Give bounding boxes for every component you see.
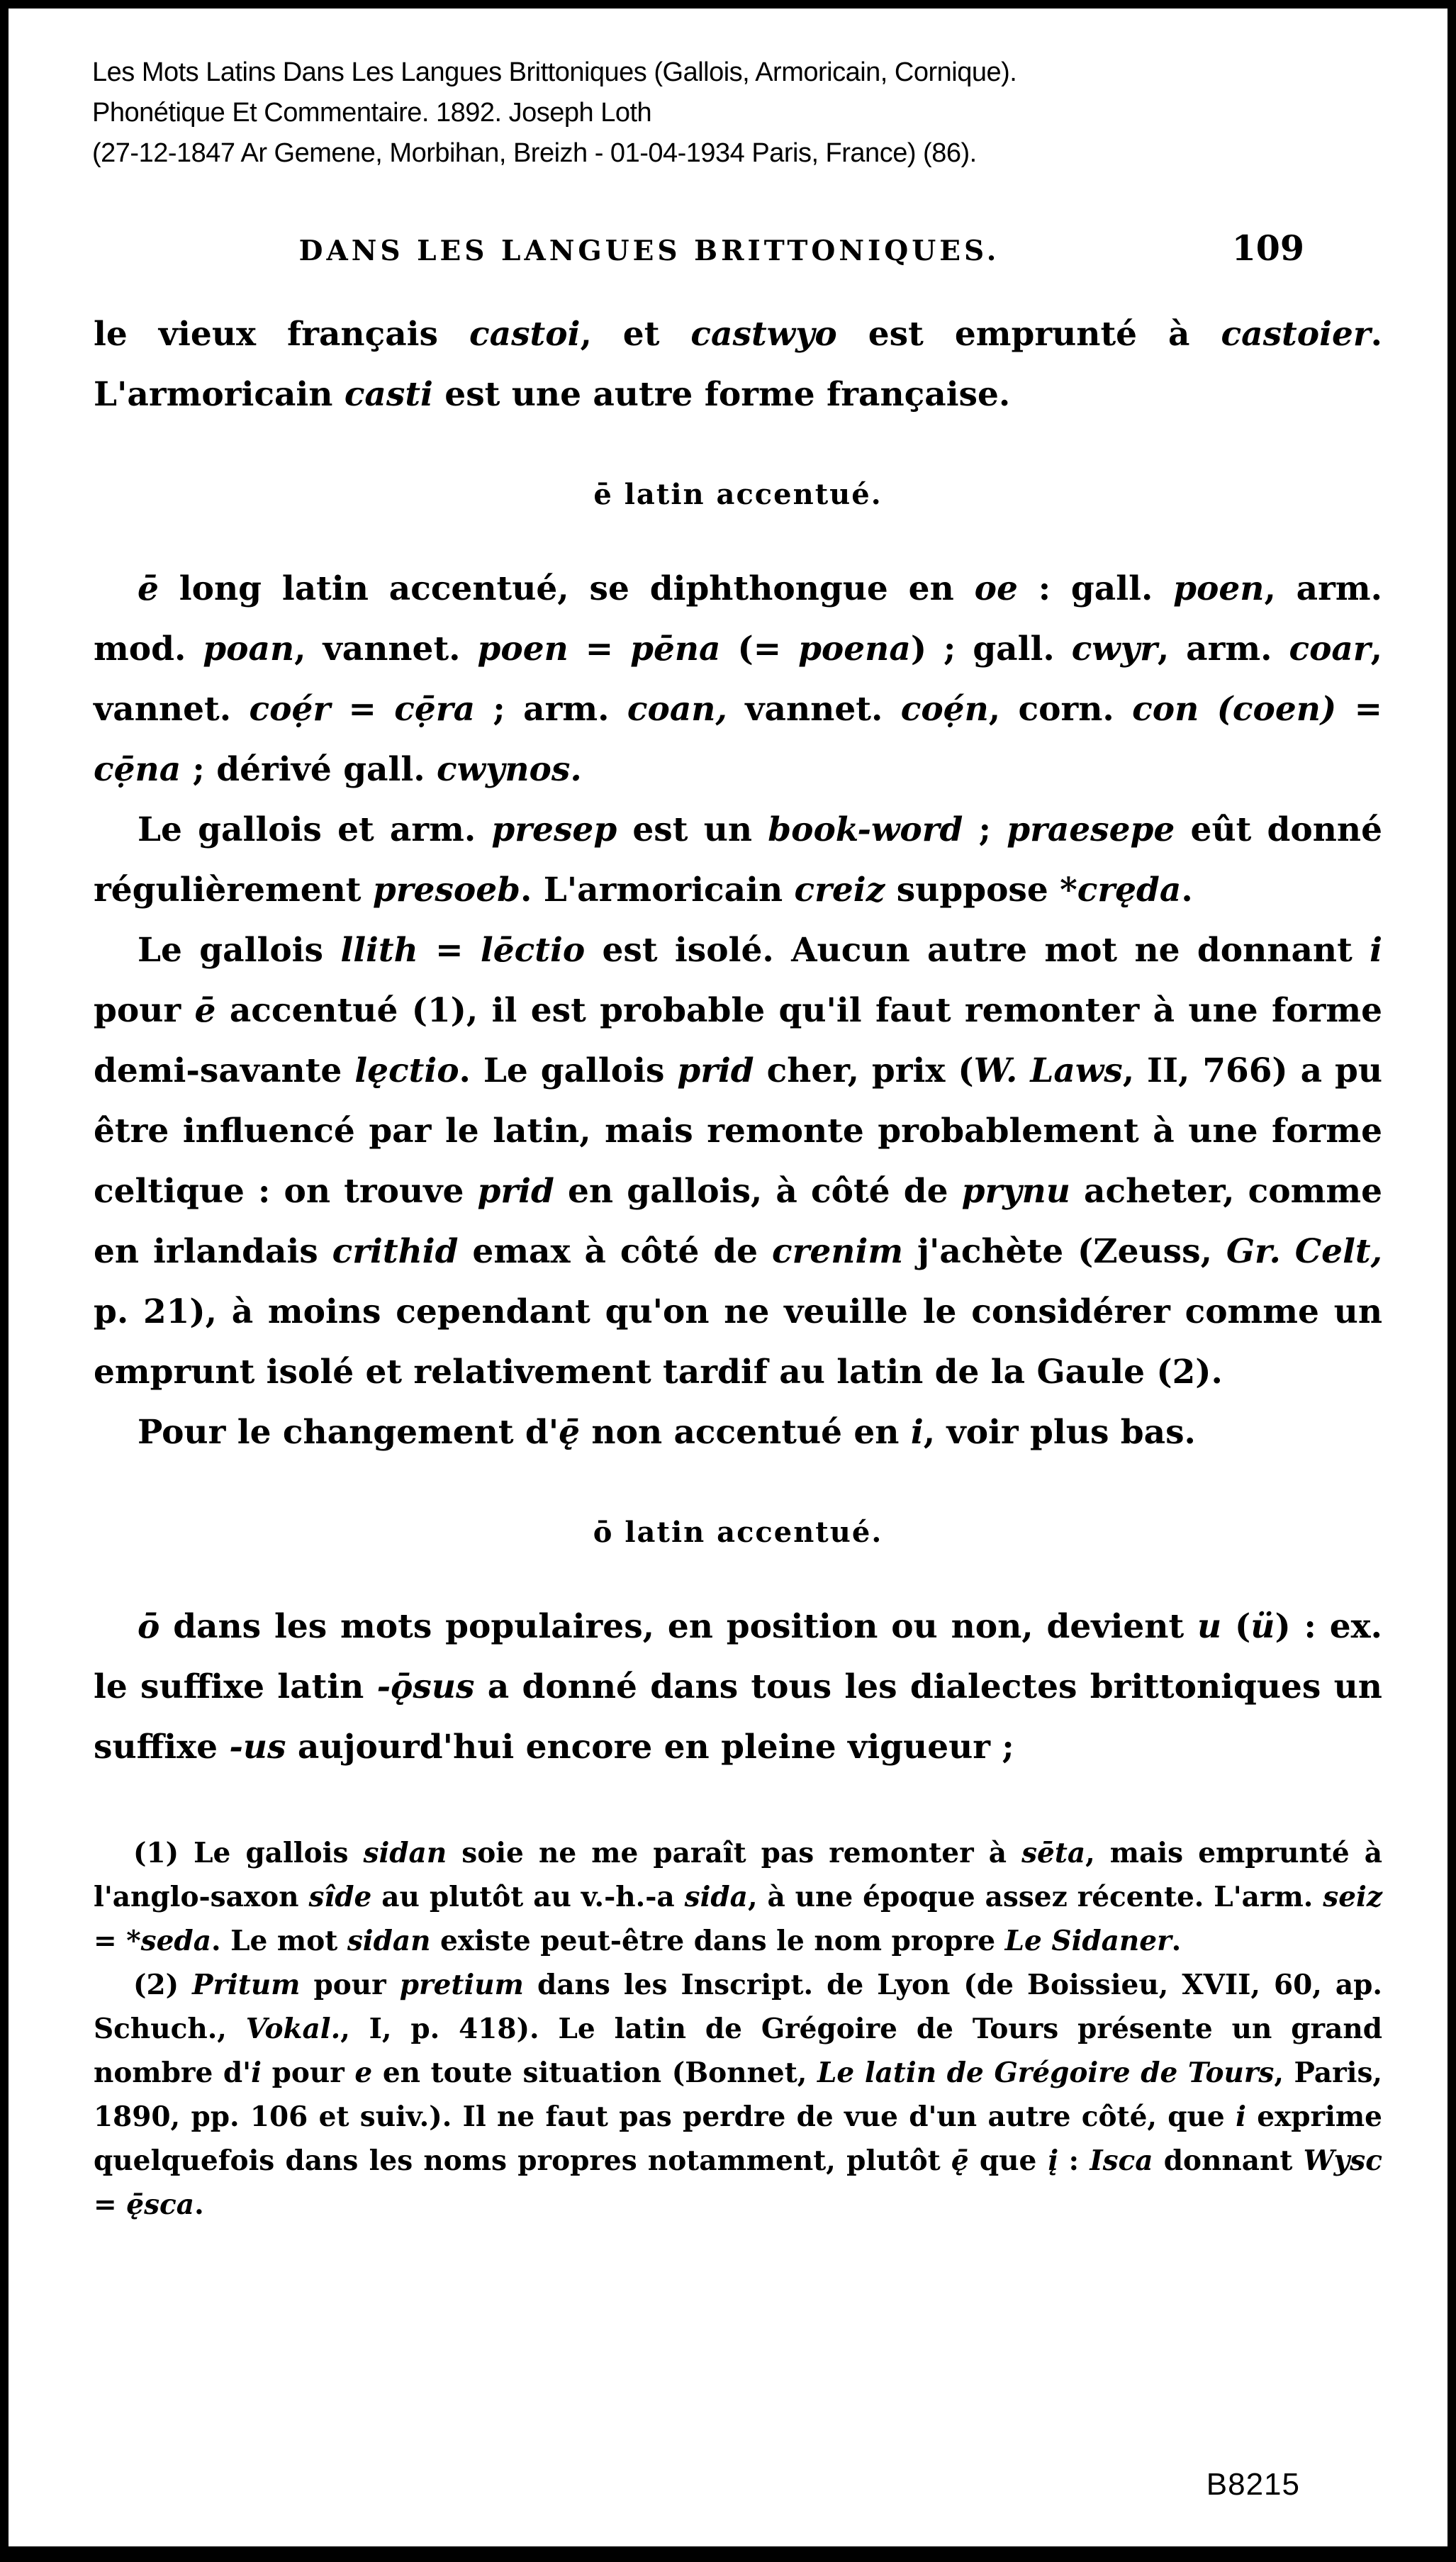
footnotes	[94, 1831, 1382, 2227]
text-run: p. 21), à moins cependant qu'on ne veuille le considérer comme un emprunt isolé et relativement tardif au latin de la Gaule (2).	[94, 1292, 1382, 1392]
text-run: (2)	[133, 1969, 193, 2001]
text-run: exprime quelquefois dans les noms propres notamment, plutôt	[94, 2100, 1382, 2177]
text-run: , à une époque assez récente. L'arm.	[747, 1881, 1323, 1913]
text-run: . Le mot	[211, 1925, 347, 1957]
italic-term: i	[1370, 931, 1382, 970]
text-run: ) ; gall.	[910, 630, 1072, 669]
italic-term: creiz	[794, 871, 885, 910]
italic-term: con	[1132, 690, 1199, 729]
text-run: =	[1336, 690, 1382, 729]
italic-term: prid	[677, 1051, 754, 1090]
text-run: ; arm.	[475, 690, 627, 729]
italic-term: e	[354, 2057, 373, 2089]
text-run: , mais emprunté à l'anglo-saxon	[94, 1837, 1382, 1913]
text-run: donnant	[1153, 2144, 1304, 2177]
italic-term: ē	[194, 991, 216, 1030]
italic-term: praesepe	[1007, 810, 1175, 849]
italic-term: cręda	[1077, 871, 1182, 910]
italic-term: Le latin de Grégoire de Tours	[817, 2057, 1275, 2089]
section-heading: ō latin accentué.	[593, 1516, 883, 1549]
italic-term: ē	[138, 569, 159, 608]
italic-term: casti	[344, 375, 433, 414]
text-run: pour	[261, 2057, 355, 2089]
italic-term: sēta	[1021, 1837, 1086, 1869]
text-run: , Paris, 1890, pp. 106 et suiv.). Il ne faut pas perdre de vue d'un autre côté, que	[94, 2057, 1383, 2133]
italic-term: i	[910, 1413, 924, 1452]
text-run: en gallois, à côté de	[554, 1172, 962, 1211]
italic-term: ü	[1250, 1607, 1275, 1646]
italic-term: ę̄sca	[126, 2188, 195, 2221]
italic-term: poena	[798, 630, 911, 669]
italic-term: (coen)	[1216, 690, 1337, 729]
italic-term: -ǭsus	[376, 1667, 475, 1706]
italic-term: coar	[1289, 630, 1371, 669]
text-run: est un	[617, 810, 768, 849]
text-run: , arm.	[1157, 630, 1289, 669]
italic-term: poan	[203, 630, 295, 669]
running-head-title: DANS LES LANGUES BRITTONIQUES.	[298, 235, 1000, 267]
catalog-stamp: B8215	[1206, 2467, 1300, 2502]
text-run: . L'armoricain	[94, 315, 1382, 414]
text-run: en toute situation (Bonnet,	[372, 2057, 817, 2089]
text-run: emax à côté de	[458, 1232, 773, 1271]
italic-term: coan,	[627, 690, 727, 729]
text-run: pour	[94, 991, 195, 1030]
italic-term: ę̄	[951, 2144, 969, 2177]
italic-term: i	[1236, 2100, 1246, 2133]
text-run: dans les Inscript. de Lyon (de Boissieu, XVII, 60, ap. Schuch.,	[94, 1969, 1383, 2045]
text-run: au plutôt au v.-h.-a	[371, 1881, 685, 1913]
text-run: ; dérivé gall.	[181, 750, 437, 789]
text-run: ) : ex. le suffixe latin	[94, 1607, 1382, 1706]
text-run: pour	[300, 1969, 400, 2001]
text-run: , arm. mod.	[94, 569, 1382, 669]
italic-term: Le Sidaner	[1004, 1925, 1172, 1957]
italic-term: Pritum	[192, 1969, 301, 2001]
text-run: soie ne me paraît pas remonter à	[447, 1837, 1022, 1869]
italic-term: sidan	[363, 1837, 447, 1869]
text-run: (=	[720, 630, 799, 669]
paragraph	[94, 1596, 1382, 1777]
paragraph	[94, 920, 1382, 1402]
paragraph	[94, 304, 1382, 425]
text-run: Le gallois et arm.	[138, 810, 492, 849]
text-run: dans les mots populaires, en position ou non, devient	[159, 1607, 1198, 1646]
italic-term: seiz	[1323, 1881, 1383, 1913]
section-heading: ē latin accentué.	[593, 478, 883, 511]
italic-term: crithid	[332, 1232, 459, 1271]
text-run: acheter, comme en irlandais	[94, 1172, 1382, 1271]
italic-term: lēctio	[480, 931, 586, 970]
text-run: accentué (1), il est probable qu'il faut remonter à une forme demi-savante	[94, 991, 1382, 1090]
text-run: : gall.	[1017, 569, 1174, 608]
metadata-line-2: Phonétique Et Commentaire. 1892. Joseph Loth	[92, 98, 652, 128]
text-run: Pour le changement d'	[138, 1413, 559, 1452]
italic-term: poen	[477, 630, 569, 669]
text-run: que	[968, 2144, 1048, 2177]
italic-term: castwyo	[690, 315, 837, 354]
italic-term: book-word	[768, 810, 963, 849]
text-run: cher, prix (	[754, 1051, 974, 1090]
paragraph	[94, 1402, 1382, 1462]
text-run: =	[418, 931, 481, 970]
italic-term: coẹ́r	[249, 690, 331, 729]
text-run: existe peut-être dans le nom propre	[430, 1925, 1005, 1957]
italic-term: coẹ́n	[900, 690, 989, 729]
text-run	[1199, 690, 1216, 729]
italic-term: prid	[477, 1172, 554, 1211]
italic-term: cẹ̄na	[94, 750, 181, 789]
text-run: .	[194, 2188, 204, 2221]
text-run: =	[94, 2188, 127, 2221]
italic-term: W. Laws	[973, 1051, 1123, 1090]
italic-term: sîde	[308, 1881, 372, 1913]
scan-body	[94, 304, 1382, 1777]
text-run: . Le gallois	[459, 1051, 678, 1090]
text-run: est emprunté à	[836, 315, 1221, 354]
italic-term: prynu	[961, 1172, 1070, 1211]
text-run: long latin accentué, se diphthongue en	[158, 569, 975, 608]
italic-term: cwyr	[1071, 630, 1158, 669]
page-number: 109	[1231, 228, 1304, 269]
text-run: . L'armoricain	[520, 871, 795, 910]
paragraph	[94, 559, 1382, 800]
italic-term: presoeb	[372, 871, 520, 910]
text-run: , vannet.	[94, 630, 1383, 729]
italic-term: Wysc	[1303, 2144, 1382, 2177]
italic-term: ō	[138, 1607, 160, 1646]
italic-term: castoier	[1221, 315, 1371, 354]
text-run: suppose *	[885, 871, 1077, 910]
text-run: aujourd'hui encore en pleine vigueur ;	[286, 1728, 1014, 1767]
italic-term: ę̄	[559, 1413, 581, 1452]
italic-term: cwynos.	[436, 750, 582, 789]
italic-term: seda	[140, 1925, 211, 1957]
text-run: (1) Le gallois	[133, 1837, 364, 1869]
italic-term: cẹ̄ra	[394, 690, 476, 729]
text-run: vannet.	[727, 690, 901, 729]
text-run: .	[1171, 1925, 1182, 1957]
metadata-line-1: Les Mots Latins Dans Les Langues Brittoniques (Gallois, Armoricain, Cornique).	[92, 57, 1017, 87]
text-run: , voir plus bas.	[923, 1413, 1196, 1452]
italic-term: llith	[340, 931, 418, 970]
text-run: , corn.	[988, 690, 1133, 729]
book-metadata	[92, 52, 1384, 174]
italic-term: sidan	[347, 1925, 431, 1957]
metadata-line-3: (27-12-1847 Ar Gemene, Morbihan, Breizh - 01-04-1934 Paris, France) (86).	[92, 138, 977, 168]
italic-term: Isca	[1090, 2144, 1153, 2177]
italic-term: Gr. Celt,	[1226, 1232, 1382, 1271]
text-run: , I, p. 418). Le latin de Grégoire de Tours présente un grand nombre d'	[94, 2013, 1382, 2089]
italic-term: crenim	[772, 1232, 904, 1271]
text-run: .	[1181, 871, 1193, 910]
text-run: le vieux français	[94, 315, 469, 354]
text-run: , vannet.	[294, 630, 478, 669]
paragraph	[94, 800, 1382, 920]
italic-term: castoi	[469, 315, 581, 354]
text-run: , et	[580, 315, 691, 354]
text-run: j'achète (Zeuss,	[903, 1232, 1226, 1271]
italic-term: u	[1197, 1607, 1222, 1646]
italic-term: poen	[1173, 569, 1265, 608]
italic-term: lęctio	[354, 1051, 459, 1090]
text-run: = *	[94, 1925, 141, 1957]
italic-term: pēna	[630, 630, 721, 669]
text-run: est une autre forme française.	[432, 375, 1011, 414]
italic-term: į	[1047, 2144, 1058, 2177]
text-run: , II, 766) a pu être influencé par le latin, mais remonte probablement à une forme celtique : on trouve	[94, 1051, 1382, 1211]
text-run: (	[1221, 1607, 1251, 1646]
italic-term: presep	[491, 810, 617, 849]
text-run: non accentué en	[580, 1413, 911, 1452]
text-run: =	[568, 630, 631, 669]
italic-term: Vokal.	[245, 2013, 341, 2045]
paragraph	[94, 1963, 1382, 2227]
text-run: Le gallois	[138, 931, 341, 970]
text-run: =	[330, 690, 395, 729]
paragraph	[94, 1831, 1382, 1963]
text-run: :	[1058, 2144, 1090, 2177]
text-run: ;	[963, 810, 1007, 849]
italic-term: pretium	[399, 1969, 524, 2001]
text-run: eût donné régulièrement	[94, 810, 1382, 910]
italic-term: -us	[229, 1728, 286, 1767]
italic-term: oe	[974, 569, 1018, 608]
text-run: est isolé. Aucun autre mot ne donnant	[585, 931, 1370, 970]
italic-term: i	[251, 2057, 262, 2089]
italic-term: sida	[684, 1881, 748, 1913]
text-run: a donné dans tous les dialectes brittoniques un suffixe	[94, 1667, 1382, 1767]
running-head	[94, 228, 1382, 269]
